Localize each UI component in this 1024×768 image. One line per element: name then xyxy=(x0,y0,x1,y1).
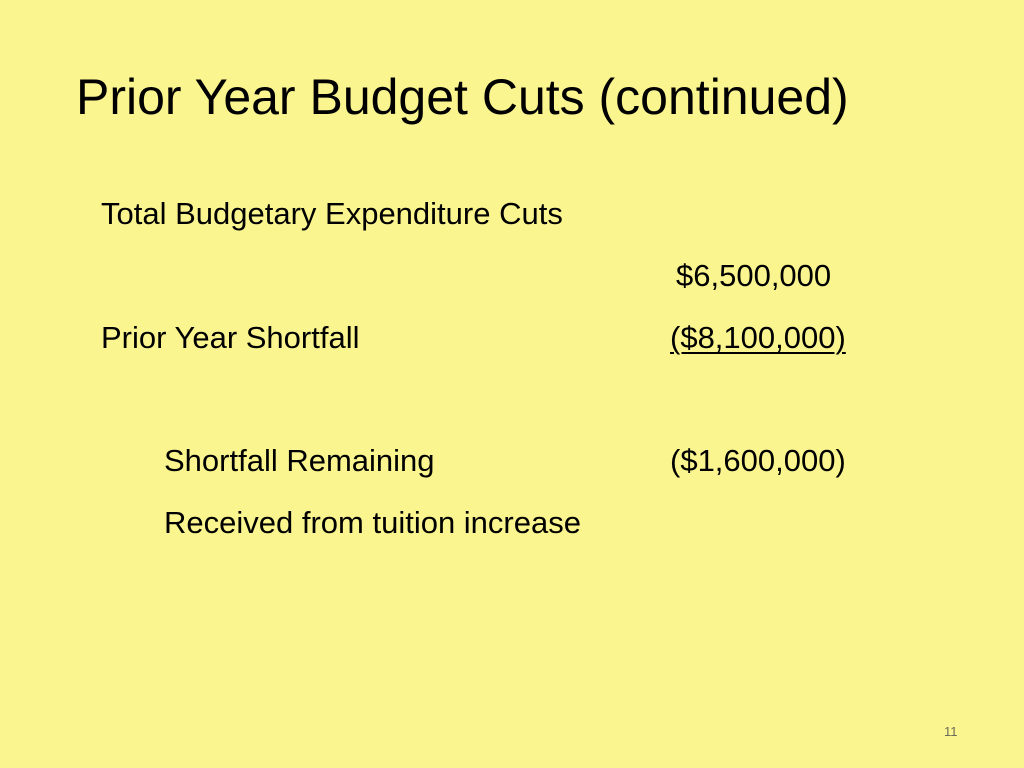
total-cuts-amount: $6,500,000 xyxy=(676,258,832,293)
prior-year-shortfall-amount: ($8,100,000) xyxy=(670,320,846,355)
total-cuts-label: Total Budgetary Expenditure Cuts xyxy=(101,196,563,231)
tuition-increase-label: Received from tuition increase xyxy=(164,505,581,540)
prior-year-shortfall-label: Prior Year Shortfall xyxy=(101,320,360,355)
shortfall-remaining-label: Shortfall Remaining xyxy=(164,443,435,478)
shortfall-remaining-amount: ($1,600,000) xyxy=(670,443,846,478)
slide-title: Prior Year Budget Cuts (continued) xyxy=(76,69,849,125)
page-number: 11 xyxy=(944,724,958,739)
